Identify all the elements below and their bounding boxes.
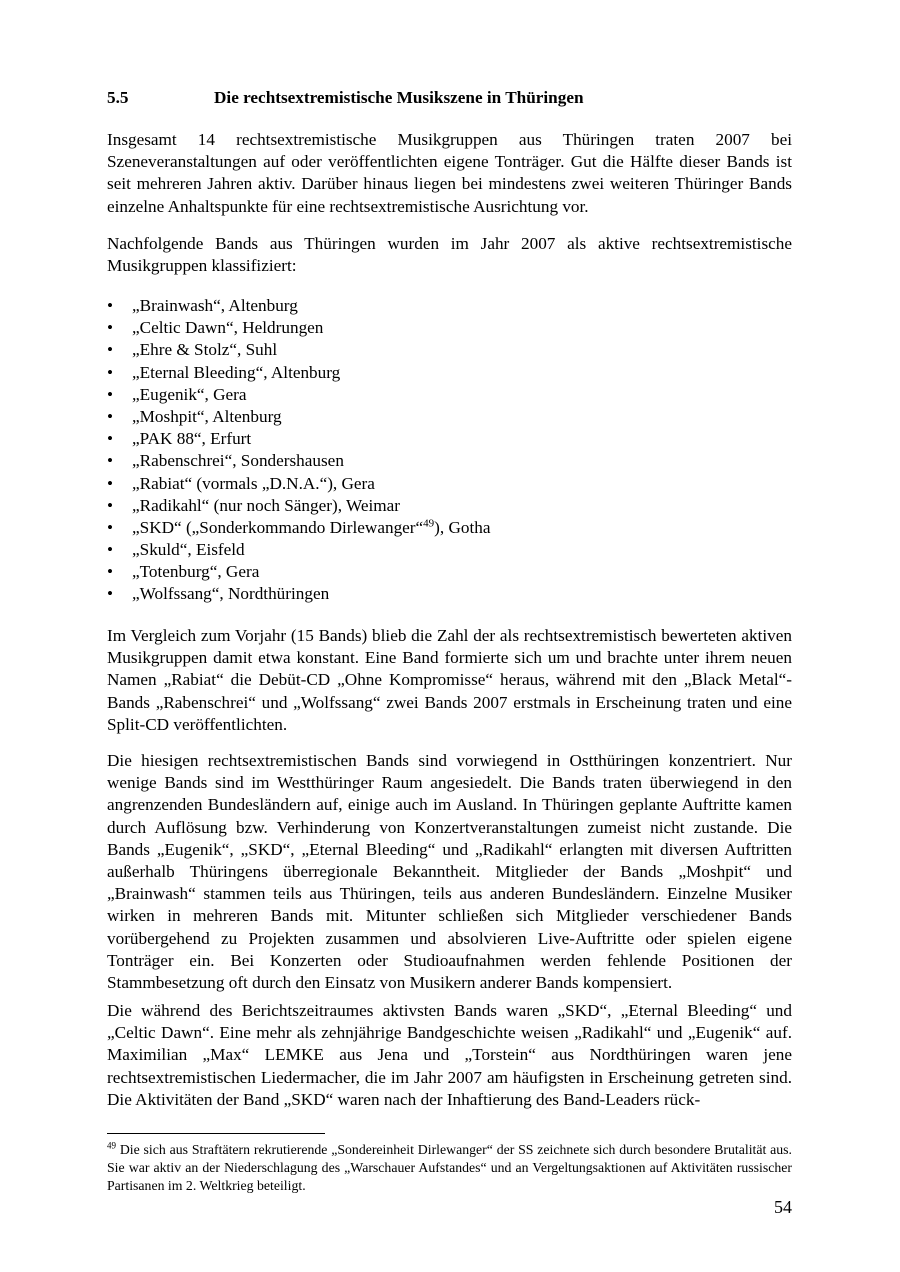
list-item: • „SKD“ („Sonderkommando Dirlewanger“$^{49}$), Gotha (107, 517, 490, 539)
list-item: • „Wolfssang“, Nordthüringen (107, 583, 490, 605)
bullet-icon: • (107, 517, 114, 537)
list-item: • „Moshpit“, Altenburg (107, 406, 490, 428)
bullet-icon: • (107, 406, 114, 426)
list-item: • „Radikahl“ (nur noch Sänger), Weimar (107, 495, 490, 517)
list-item: • „Celtic Dawn“, Heldrungen (107, 317, 490, 339)
bullet-icon: • (107, 340, 114, 360)
list-item: • „Totenburg“, Gera (107, 561, 490, 583)
intro-paragraph: Insgesamt 14 rechtsextremistische Musikgruppen aus Thüringen traten 2007 bei Szeneveranstaltungen auf oder veröffentlichten eigene Tonträger. Gut die Hälfte dieser Bands ist seit mehreren Jahren aktiv. Darüber hinaus liegen bei mindestens zwei weiteren Thüringer Bands einzelne Anhaltspunkte für eine rechtsextremistische Ausrichtung vor. (107, 130, 792, 216)
comparison-paragraph: Im Vergleich zum Vorjahr (15 Bands) blieb die Zahl der als rechtsextremistisch bewerteten aktiven Musikgruppen damit etwa konstant. Eine Band formierte sich um und brachte unter ihrem neuen Namen „Rabiat“ die Debüt-CD „Ohne Kompromisse“ heraus, während mit den „Black Metal“-Bands „Rabenschrei“ und „Wolfssang“ zwei Bands 2007 erstmals in Erscheinung traten und eine Split-CD veröffentlichten. (107, 626, 792, 734)
footnote-number: 49 (107, 1140, 116, 1151)
bullet-icon: • (107, 429, 114, 449)
section-number: 5.5 (107, 88, 129, 107)
list-item: • „Rabiat“ (vormals „D.N.A.“), Gera (107, 473, 490, 495)
list-item: • „Rabenschrei“, Sondershausen (107, 450, 490, 472)
section-heading (107, 87, 792, 109)
footnote-text: Die sich aus Straftätern rekrutierende „Sondereinheit Dirlewanger“ der SS zeichnete sich durch besondere Brutalität aus. Sie war aktiv an der Niederschlagung des „Warschauer Aufstandes“ und an Vergeltungsaktionen auf Aktivitäten russischer Partisanen im 2. Weltkrieg beteiligt. (107, 1142, 792, 1193)
bullet-icon: • (107, 540, 114, 560)
footnote (107, 1141, 792, 1195)
band-list (107, 295, 490, 606)
page-number: 54 (774, 1197, 792, 1217)
bullet-icon: • (107, 495, 114, 515)
bullet-icon: • (107, 562, 114, 582)
list-item: • „Ehre & Stolz“, Suhl (107, 339, 490, 361)
bullet-icon: • (107, 473, 114, 493)
bullet-icon: • (107, 318, 114, 338)
footnote-divider (107, 1133, 325, 1134)
list-item: • „Brainwash“, Altenburg (107, 295, 490, 317)
bullet-icon: • (107, 451, 114, 471)
section-title: Die rechtsextremistische Musikszene in Thüringen (214, 88, 584, 107)
bullet-icon: • (107, 584, 114, 604)
list-item: • „Eugenik“, Gera (107, 384, 490, 406)
list-item: • „Skuld“, Eisfeld (107, 539, 490, 561)
list-lead-paragraph: Nachfolgende Bands aus Thüringen wurden im Jahr 2007 als aktive rechtsextremistische Musikgruppen klassifiziert: (107, 234, 792, 276)
active-bands-paragraph: Die während des Berichtszeitraumes aktivsten Bands waren „SKD“, „Eternal Bleeding“ und „Celtic Dawn“. Eine mehr als zehnjährige Bandgeschichte weisen „Radikahl“ und „Eugenik“ auf. Maximilian „Max“ LEMKE aus Jena und „Torstein“ aus Nordthüringen waren jene rechtsextremistischen Liedermacher, die im Jahr 2007 am häufigsten in Erscheinung getreten sind. Die Aktivitäten der Band „SKD“ waren nach der Inhaftierung des Band-Leaders rück- (107, 1001, 792, 1109)
footnote-reference[interactable]: 49 (423, 517, 435, 530)
regional-paragraph: Die hiesigen rechtsextremistischen Bands sind vorwiegend in Ostthüringen konzentriert. Nur wenige Bands sind im Westthüringer Raum angesiedelt. Die Bands traten überwiegend in den angrenzenden Bundesländern auf, einige auch im Ausland. In Thüringen geplante Auftritte kamen durch Auflösung bzw. Verhinderung von Konzertveranstaltungen zumeist nicht zustande. Die Bands „Eugenik“, „SKD“, „Eternal Bleeding“ und „Radikahl“ erlangten mit diversen Auftritten außerhalb Thüringens überregionale Bekanntheit. Mitglieder der Bands „Moshpit“ und „Brainwash“ stammen teils aus Thüringen, teils aus anderen Bundesländern. Einzelne Musiker wirken in mehreren Bands mit. Mitunter schließen sich Mitglieder verschiedener Bands vorübergehend zu Projekten zusammen und absolvieren Live-Auftritte oder spielen eigene Tonträger ein. Bei Konzerten oder Studioaufnahmen werden fehlende Positionen der Stammbesetzung oft durch den Einsatz von Musikern anderer Bands kompensiert. (107, 751, 792, 993)
list-item: • „PAK 88“, Erfurt (107, 428, 490, 450)
bullet-icon: • (107, 296, 114, 315)
list-item: • „Eternal Bleeding“, Altenburg (107, 362, 490, 384)
bullet-icon: • (107, 362, 114, 382)
bullet-icon: • (107, 384, 114, 404)
